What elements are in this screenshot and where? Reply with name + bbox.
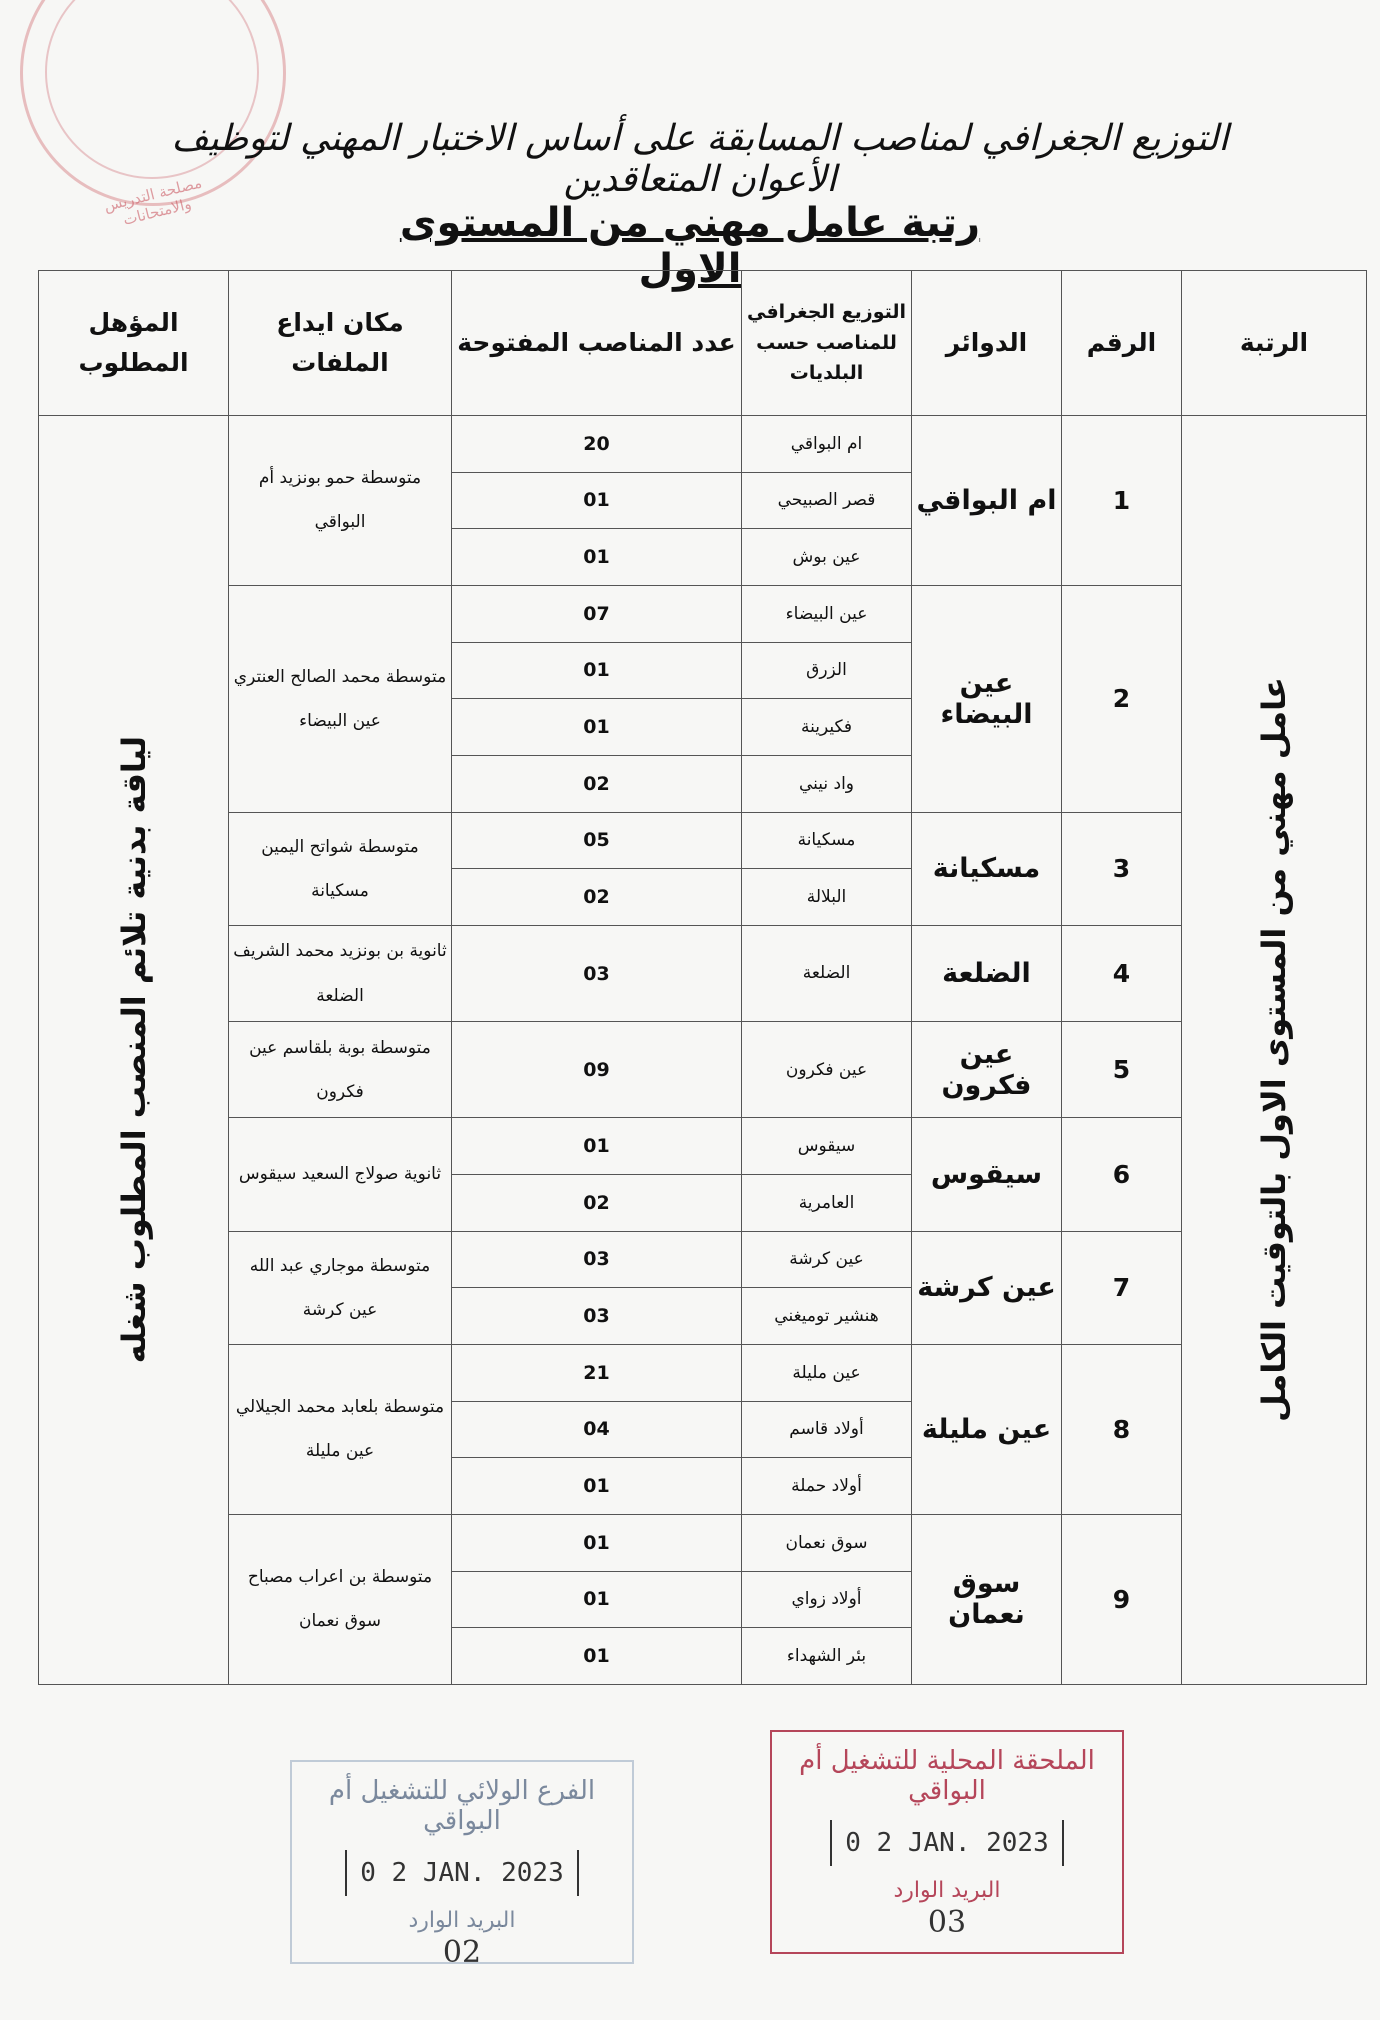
table-body (39, 416, 1367, 1685)
table-header-row (39, 271, 1367, 416)
stamp-local-annex (770, 1730, 1124, 1954)
posts-cell: 21 (452, 1344, 742, 1401)
rank-cell (1182, 416, 1367, 1685)
header-distribution: التوزيع الجغرافي للمناصب حسب البلديات (742, 271, 912, 416)
posts-cell: 07 (452, 585, 742, 642)
stamp-left-title: الفرع الولائي للتشغيل أم البواقي (328, 1776, 596, 1836)
number-cell: 9 (1062, 1514, 1182, 1684)
district-cell: عين كرشة (912, 1231, 1062, 1344)
table-row (39, 1022, 1367, 1118)
posts-cell: 02 (452, 869, 742, 926)
posts-cell: 01 (452, 472, 742, 529)
deposit-office-cell: متوسطة شواتح اليمين مسكيانة (229, 812, 452, 925)
posts-cell: 02 (452, 1174, 742, 1231)
municipality-cell: مسكيانة (742, 812, 912, 869)
deposit-office-cell: متوسطة بوبة بلقاسم عين فكرون (229, 1022, 452, 1118)
table-row (39, 1231, 1367, 1288)
rank-value: عامل مهني من المستوى الاول بالتوقيت الكامل (1255, 677, 1293, 1423)
number-cell: 7 (1062, 1231, 1182, 1344)
municipality-cell: أولاد قاسم (742, 1401, 912, 1458)
stamp-right-title: الملحقة المحلية للتشغيل أم البواقي (799, 1746, 1095, 1806)
municipality-cell: عين كرشة (742, 1231, 912, 1288)
district-cell: عين البيضاء (912, 585, 1062, 812)
municipality-cell: هنشير توميغني (742, 1288, 912, 1345)
number-cell: 5 (1062, 1022, 1182, 1118)
municipality-cell: قصر الصبيحي (742, 472, 912, 529)
table-row (39, 1514, 1367, 1571)
table-row (39, 585, 1367, 642)
header-qualification: المؤهل المطلوب (39, 271, 229, 416)
table-row (39, 1118, 1367, 1175)
stamp-right-number: 03 (927, 1905, 967, 1940)
deposit-office-cell: متوسطة محمد الصالح العنتري عين البيضاء (229, 585, 452, 812)
municipality-cell: البلالة (742, 869, 912, 926)
posts-cell: 01 (452, 529, 742, 586)
header-rank: الرتبة (1182, 271, 1367, 416)
deposit-office-cell: متوسطة بلعابد محمد الجيلالي عين مليلة (229, 1344, 452, 1514)
municipality-cell: أولاد حملة (742, 1458, 912, 1515)
municipality-cell: الزرق (742, 642, 912, 699)
number-cell: 2 (1062, 585, 1182, 812)
posts-cell: 05 (452, 812, 742, 869)
posts-cell: 01 (452, 1514, 742, 1571)
table-row (39, 812, 1367, 869)
number-cell: 8 (1062, 1344, 1182, 1514)
municipality-cell: ام البواقي (742, 416, 912, 473)
distribution-table (38, 270, 1367, 1685)
posts-cell: 01 (452, 1628, 742, 1685)
posts-cell: 01 (452, 1571, 742, 1628)
deposit-office-cell: متوسطة بن اعراب مصباح سوق نعمان (229, 1514, 452, 1684)
posts-cell: 20 (452, 416, 742, 473)
district-cell: ام البواقي (912, 416, 1062, 586)
number-cell: 1 (1062, 416, 1182, 586)
district-cell: الضلعة (912, 925, 1062, 1021)
stamp-left-date: 0 2 JAN. 2023 (345, 1850, 579, 1896)
deposit-office-cell: ثانوية بن بونزيد محمد الشريف الضلعة (229, 925, 452, 1021)
number-cell: 6 (1062, 1118, 1182, 1231)
table-row (39, 925, 1367, 1021)
municipality-cell: سيقوس (742, 1118, 912, 1175)
posts-cell: 02 (452, 755, 742, 812)
stamp-right-footer: البريد الوارد (893, 1878, 1001, 1903)
municipality-cell: عين بوش (742, 529, 912, 586)
district-cell: سيقوس (912, 1118, 1062, 1231)
district-cell: سوق نعمان (912, 1514, 1062, 1684)
stamp-right-date: 0 2 JAN. 2023 (830, 1820, 1064, 1866)
posts-cell: 03 (452, 1231, 742, 1288)
document-subtitle: رتبة عامل مهني من المستوى الاول (399, 200, 981, 292)
table-row (39, 1344, 1367, 1401)
number-cell: 4 (1062, 925, 1182, 1021)
deposit-office-cell: متوسطة حمو بونزيد أم البواقي (229, 416, 452, 586)
municipality-cell: عين مليلة (742, 1344, 912, 1401)
header-number: الرقم (1062, 271, 1182, 416)
municipality-cell: عين البيضاء (742, 585, 912, 642)
posts-cell: 03 (452, 925, 742, 1021)
qualification-value: لياقة بدنية تلائم المنصب المطلوب شغله (114, 736, 153, 1364)
deposit-office-cell: متوسطة موجاري عبد الله عين كرشة (229, 1231, 452, 1344)
seal-text: مصلحة التدريس والامتحانات (102, 173, 204, 229)
municipality-cell: واد نيني (742, 755, 912, 812)
posts-cell: 01 (452, 642, 742, 699)
municipality-cell: العامرية (742, 1174, 912, 1231)
stamp-left-number: 02 (442, 1935, 482, 1970)
municipality-cell: فكيرينة (742, 699, 912, 756)
district-cell: عين فكرون (912, 1022, 1062, 1118)
municipality-cell: عين فكرون (742, 1022, 912, 1118)
posts-cell: 09 (452, 1022, 742, 1118)
header-district: الدوائر (912, 271, 1062, 416)
posts-cell: 03 (452, 1288, 742, 1345)
stamp-left-footer: البريد الوارد (408, 1908, 516, 1933)
table-row (39, 416, 1367, 473)
stamp-wilaya-branch (290, 1760, 634, 1970)
district-cell: مسكيانة (912, 812, 1062, 925)
posts-cell: 01 (452, 1458, 742, 1515)
qualification-cell (39, 416, 229, 1685)
header-deposit: مكان ايداع الملفات (229, 271, 452, 416)
posts-cell: 04 (452, 1401, 742, 1458)
posts-cell: 01 (452, 699, 742, 756)
municipality-cell: بئر الشهداء (742, 1628, 912, 1685)
municipality-cell: أولاد زواي (742, 1571, 912, 1628)
posts-cell: 01 (452, 1118, 742, 1175)
document-title: التوزيع الجغرافي لمناصب المسابقة على أساس الاختبار المهني لتوظيف الأعوان المتعاقدين (171, 118, 1229, 200)
number-cell: 3 (1062, 812, 1182, 925)
district-cell: عين مليلة (912, 1344, 1062, 1514)
municipality-cell: الضلعة (742, 925, 912, 1021)
municipality-cell: سوق نعمان (742, 1514, 912, 1571)
header-posts: عدد المناصب المفتوحة (452, 271, 742, 416)
deposit-office-cell: ثانوية صولاج السعيد سيقوس (229, 1118, 452, 1231)
